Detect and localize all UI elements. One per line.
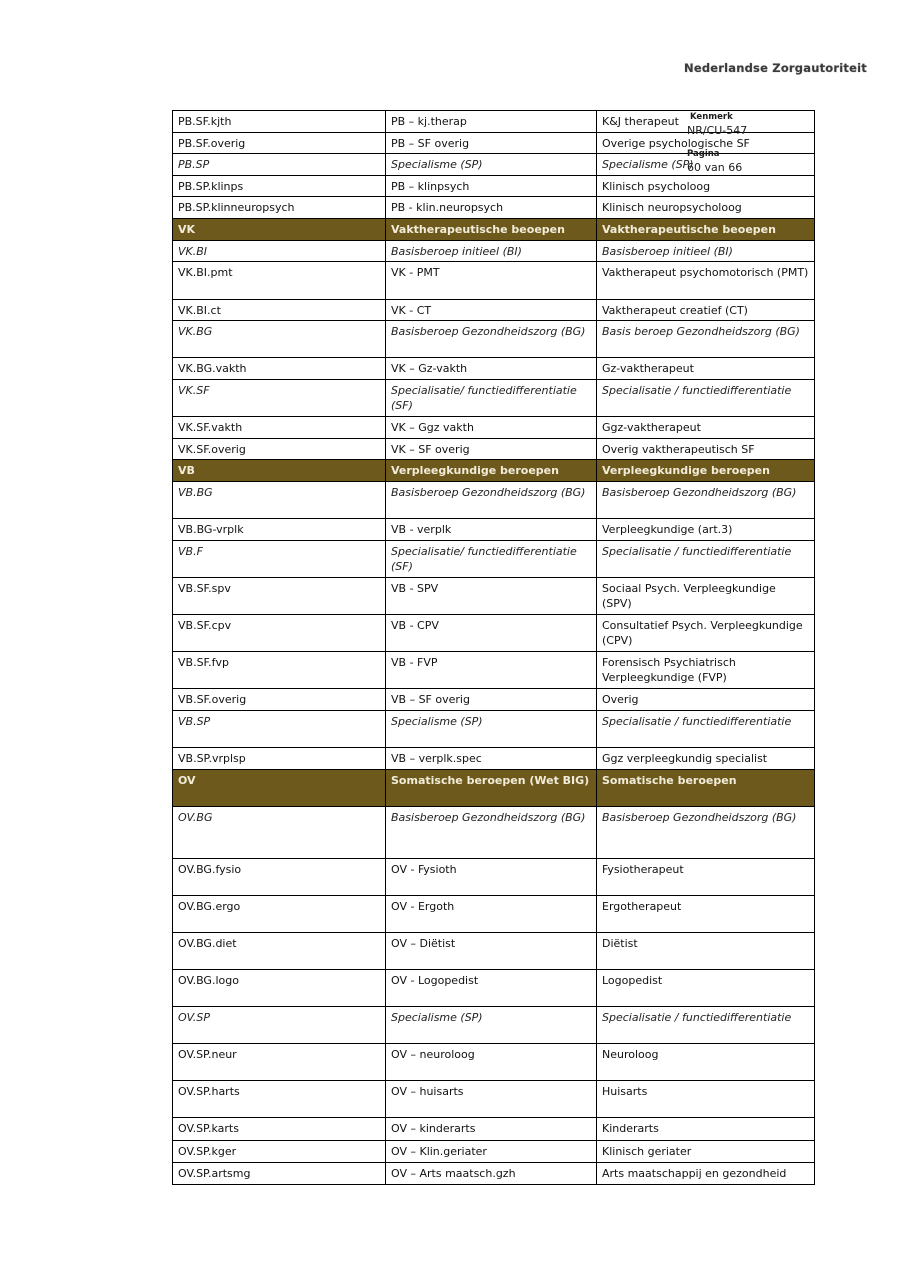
cell-code: PB.SF.kjth bbox=[173, 111, 386, 133]
cell-description: Verpleegkundige beroepen bbox=[597, 460, 815, 482]
table-row bbox=[173, 1163, 815, 1185]
table-row bbox=[173, 176, 815, 197]
section-header-row bbox=[173, 770, 815, 807]
cell-description: Overig bbox=[597, 689, 815, 711]
table-row bbox=[173, 1007, 815, 1044]
cell-description: Klinisch neuropsycholoog bbox=[597, 197, 815, 219]
cell-description: Vaktherapeut creatief (CT) bbox=[597, 300, 815, 321]
table-row bbox=[173, 711, 815, 748]
table-row bbox=[173, 933, 815, 970]
cell-description: Sociaal Psych. Verpleegkundige (SPV) bbox=[597, 578, 815, 615]
cell-abbrev: Specialisatie/ functiedifferentiatie (SF) bbox=[386, 380, 597, 417]
cell-code: VB.BG-vrplk bbox=[173, 519, 386, 541]
cell-code: VK.BG bbox=[173, 321, 386, 358]
cell-description: Specialisatie / functiedifferentiatie bbox=[597, 541, 815, 578]
cell-code: OV.BG.ergo bbox=[173, 896, 386, 933]
pagina-label: Pagina bbox=[687, 149, 720, 159]
table-row bbox=[173, 652, 815, 689]
cell-abbrev: OV - Fysioth bbox=[386, 859, 597, 896]
cell-description: Logopedist bbox=[597, 970, 815, 1007]
cell-code: VK.BI.pmt bbox=[173, 262, 386, 300]
cell-description: Somatische beroepen bbox=[597, 770, 815, 807]
cell-abbrev: VK – Ggz vakth bbox=[386, 417, 597, 439]
cell-abbrev: PB – SF overig bbox=[386, 133, 597, 154]
table-row bbox=[173, 321, 815, 358]
section-header-row bbox=[173, 219, 815, 241]
cell-abbrev: Specialisme (SP) bbox=[386, 711, 597, 748]
cell-description: Kinderarts bbox=[597, 1118, 815, 1141]
cell-code: VB.SF.fvp bbox=[173, 652, 386, 689]
table-row bbox=[173, 262, 815, 300]
cell-code: PB.SP.klinps bbox=[173, 176, 386, 197]
cell-description: Klinisch geriater bbox=[597, 1141, 815, 1163]
cell-abbrev: OV – kinderarts bbox=[386, 1118, 597, 1141]
cell-abbrev: VK – SF overig bbox=[386, 439, 597, 460]
cell-description: Klinisch psycholoog bbox=[597, 176, 815, 197]
cell-code: OV.BG.fysio bbox=[173, 859, 386, 896]
cell-description: Vaktherapeutische beoepen bbox=[597, 219, 815, 241]
cell-code: OV.SP.harts bbox=[173, 1081, 386, 1118]
cell-code: OV.BG bbox=[173, 807, 386, 859]
table-row bbox=[173, 380, 815, 417]
cell-abbrev: VK – Gz-vakth bbox=[386, 358, 597, 380]
pagina-value: 60 van 66 bbox=[687, 161, 743, 174]
cell-abbrev: VB - FVP bbox=[386, 652, 597, 689]
cell-code: VB.SF.cpv bbox=[173, 615, 386, 652]
cell-description: Overige psychologische SF bbox=[597, 133, 815, 154]
table-row bbox=[173, 541, 815, 578]
cell-abbrev: Somatische beroepen (Wet BIG) bbox=[386, 770, 597, 807]
cell-code: OV.SP.kger bbox=[173, 1141, 386, 1163]
table-row bbox=[173, 615, 815, 652]
table-row bbox=[173, 482, 815, 519]
table-row bbox=[173, 1141, 815, 1163]
cell-description: Basisberoep initieel (BI) bbox=[597, 241, 815, 262]
cell-code: PB.SF.overig bbox=[173, 133, 386, 154]
cell-description: Specialisatie / functiedifferentiatie bbox=[597, 380, 815, 417]
cell-description: Huisarts bbox=[597, 1081, 815, 1118]
cell-abbrev: Basisberoep Gezondheidszorg (BG) bbox=[386, 321, 597, 358]
cell-abbrev: PB - klin.neuropsych bbox=[386, 197, 597, 219]
cell-abbrev: PB – klinpsych bbox=[386, 176, 597, 197]
cell-abbrev: OV - Logopedist bbox=[386, 970, 597, 1007]
cell-description: Fysiotherapeut bbox=[597, 859, 815, 896]
cell-abbrev: VB – SF overig bbox=[386, 689, 597, 711]
table-row bbox=[173, 1044, 815, 1081]
cell-code: OV.SP.neur bbox=[173, 1044, 386, 1081]
cell-description: Basis beroep Gezondheidszorg (BG) bbox=[597, 321, 815, 358]
mapping-table-body bbox=[173, 111, 815, 1185]
cell-abbrev: Basisberoep Gezondheidszorg (BG) bbox=[386, 807, 597, 859]
cell-abbrev: Specialisme (SP) bbox=[386, 1007, 597, 1044]
kenmerk-label: Kenmerk bbox=[690, 112, 733, 122]
cell-abbrev: PB – kj.therap bbox=[386, 111, 597, 133]
table-row bbox=[173, 1081, 815, 1118]
cell-description: Specialisatie / functiedifferentiatie bbox=[597, 711, 815, 748]
table-row bbox=[173, 417, 815, 439]
kenmerk-value: NR/CU-547 bbox=[687, 124, 748, 137]
table-row bbox=[173, 439, 815, 460]
cell-description: Overig vaktherapeutisch SF bbox=[597, 439, 815, 460]
cell-code: VK.BI.ct bbox=[173, 300, 386, 321]
cell-abbrev: OV – neuroloog bbox=[386, 1044, 597, 1081]
cell-abbrev: Specialisme (SP) bbox=[386, 154, 597, 176]
cell-abbrev: OV – huisarts bbox=[386, 1081, 597, 1118]
table-row bbox=[173, 689, 815, 711]
cell-code: VB.SP bbox=[173, 711, 386, 748]
cell-abbrev: OV – Arts maatsch.gzh bbox=[386, 1163, 597, 1185]
cell-code: VK.BG.vakth bbox=[173, 358, 386, 380]
cell-abbrev: Basisberoep initieel (BI) bbox=[386, 241, 597, 262]
cell-abbrev: OV - Ergoth bbox=[386, 896, 597, 933]
cell-code: OV.BG.diet bbox=[173, 933, 386, 970]
cell-abbrev: VB - verplk bbox=[386, 519, 597, 541]
cell-abbrev: VK - CT bbox=[386, 300, 597, 321]
cell-description: Vaktherapeut psychomotorisch (PMT) bbox=[597, 262, 815, 300]
nza-logo: Nederlandse Zorgautoriteit bbox=[684, 61, 867, 75]
cell-description: Verpleegkundige (art.3) bbox=[597, 519, 815, 541]
cell-abbrev: VB – verplk.spec bbox=[386, 748, 597, 770]
cell-code: VB.SP.vrplsp bbox=[173, 748, 386, 770]
cell-description: Neuroloog bbox=[597, 1044, 815, 1081]
cell-code: VK.SF.vakth bbox=[173, 417, 386, 439]
cell-abbrev: VK - PMT bbox=[386, 262, 597, 300]
cell-abbrev: VB - CPV bbox=[386, 615, 597, 652]
cell-description: Ergotherapeut bbox=[597, 896, 815, 933]
section-header-row bbox=[173, 460, 815, 482]
cell-code: VK bbox=[173, 219, 386, 241]
cell-description: Diëtist bbox=[597, 933, 815, 970]
cell-description: Forensisch Psychiatrisch Verpleegkundige (FVP) bbox=[597, 652, 815, 689]
cell-code: PB.SP bbox=[173, 154, 386, 176]
cell-description: Ggz verpleegkundig specialist bbox=[597, 748, 815, 770]
cell-description: Arts maatschappij en gezondheid bbox=[597, 1163, 815, 1185]
cell-description: Ggz-vaktherapeut bbox=[597, 417, 815, 439]
cell-abbrev: VB - SPV bbox=[386, 578, 597, 615]
cell-abbrev: OV – Diëtist bbox=[386, 933, 597, 970]
cell-description: Consultatief Psych. Verpleegkundige (CPV) bbox=[597, 615, 815, 652]
cell-code: OV.SP.karts bbox=[173, 1118, 386, 1141]
cell-code: VB.SF.spv bbox=[173, 578, 386, 615]
table-row bbox=[173, 519, 815, 541]
cell-code: PB.SP.klinneuropsych bbox=[173, 197, 386, 219]
cell-code: VB.BG bbox=[173, 482, 386, 519]
cell-abbrev: Vaktherapeutische beoepen bbox=[386, 219, 597, 241]
beroepen-mapping-table bbox=[172, 110, 815, 1185]
cell-abbrev: Basisberoep Gezondheidszorg (BG) bbox=[386, 482, 597, 519]
cell-code: VB.SF.overig bbox=[173, 689, 386, 711]
cell-code: VK.SF bbox=[173, 380, 386, 417]
table-row bbox=[173, 807, 815, 859]
cell-code: OV.BG.logo bbox=[173, 970, 386, 1007]
cell-code: VB.F bbox=[173, 541, 386, 578]
table-row bbox=[173, 578, 815, 615]
table-row bbox=[173, 358, 815, 380]
cell-code: OV.SP bbox=[173, 1007, 386, 1044]
cell-description: Basisberoep Gezondheidszorg (BG) bbox=[597, 807, 815, 859]
table-row bbox=[173, 748, 815, 770]
table-row bbox=[173, 241, 815, 262]
table-row bbox=[173, 300, 815, 321]
table-row bbox=[173, 197, 815, 219]
table-row bbox=[173, 970, 815, 1007]
cell-code: OV.SP.artsmg bbox=[173, 1163, 386, 1185]
cell-code: OV bbox=[173, 770, 386, 807]
cell-abbrev: OV – Klin.geriater bbox=[386, 1141, 597, 1163]
cell-code: VK.BI bbox=[173, 241, 386, 262]
cell-description: K&J therapeut bbox=[597, 111, 815, 133]
cell-description: Basisberoep Gezondheidszorg (BG) bbox=[597, 482, 815, 519]
cell-description: Gz-vaktherapeut bbox=[597, 358, 815, 380]
cell-abbrev: Verpleegkundige beroepen bbox=[386, 460, 597, 482]
table-row bbox=[173, 1118, 815, 1141]
cell-code: VB bbox=[173, 460, 386, 482]
table-row bbox=[173, 859, 815, 896]
cell-code: VK.SF.overig bbox=[173, 439, 386, 460]
cell-abbrev: Specialisatie/ functiedifferentiatie (SF) bbox=[386, 541, 597, 578]
cell-description: Specialisatie / functiedifferentiatie bbox=[597, 1007, 815, 1044]
cell-description: Specialisme (SP) bbox=[597, 154, 815, 176]
table-row bbox=[173, 896, 815, 933]
